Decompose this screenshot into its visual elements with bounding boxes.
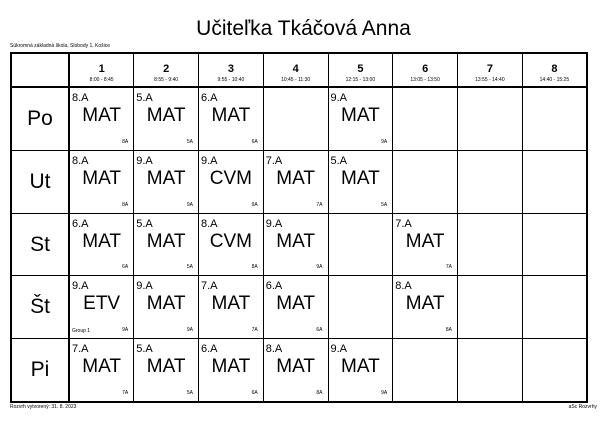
empty-cell — [393, 87, 458, 151]
class-label: 8.A — [72, 92, 89, 104]
empty-cell — [522, 151, 587, 214]
lesson-cell[interactable] — [393, 276, 458, 339]
period-time: 8:55 - 9:40 — [154, 77, 179, 83]
period-number: 7 — [486, 63, 493, 75]
room-label: 7A — [122, 390, 129, 396]
period-header — [199, 53, 264, 87]
class-label: 9.A — [136, 155, 153, 168]
day-label: St — [11, 213, 69, 276]
subject-label: MAT — [82, 168, 121, 190]
lesson-cell[interactable] — [263, 213, 328, 276]
lesson-cell[interactable] — [69, 338, 134, 402]
lesson-cell[interactable] — [134, 338, 199, 402]
software-credit: aSc Rozvrhy — [568, 404, 597, 410]
lesson-cell[interactable] — [199, 276, 264, 339]
subject-label: MAT — [341, 355, 380, 377]
class-label: 9.A — [265, 217, 283, 230]
class-label: 9.A — [330, 92, 348, 104]
lesson-cell[interactable] — [134, 151, 199, 214]
subject-label: MAT — [146, 168, 186, 190]
subject-label: MAT — [405, 230, 445, 252]
lesson-cell[interactable] — [69, 151, 134, 214]
room-label: 8A — [445, 326, 452, 333]
room-label: 7A — [316, 201, 323, 208]
class-label: 6.A — [265, 280, 283, 293]
empty-cell — [328, 276, 393, 339]
class-label: 8.A — [201, 217, 218, 230]
period-number: 2 — [163, 63, 170, 75]
lesson-cell[interactable] — [199, 151, 264, 214]
period-header — [134, 53, 199, 87]
period-number: 4 — [292, 63, 299, 75]
subject-label: MAT — [276, 355, 315, 377]
lesson-cell[interactable] — [328, 151, 393, 214]
empty-cell — [458, 338, 523, 402]
empty-cell — [522, 213, 587, 276]
period-header — [69, 53, 134, 87]
room-label: 9A — [381, 390, 388, 396]
class-label: 5.A — [136, 92, 153, 104]
period-header — [328, 53, 393, 87]
lesson-cell[interactable] — [69, 87, 134, 151]
room-label: 9A — [186, 201, 193, 208]
subject-label: ETV — [83, 293, 121, 315]
lesson-cell[interactable] — [393, 213, 458, 276]
class-label: 9.A — [136, 280, 153, 293]
lesson-cell[interactable] — [328, 87, 393, 151]
period-time: 9:55 - 10:40 — [217, 77, 245, 83]
period-number: 6 — [422, 63, 429, 75]
period-time: 13:05 - 13:50 — [410, 77, 440, 83]
subject-label: MAT — [341, 168, 380, 190]
period-header — [522, 53, 587, 87]
room-label: 8A — [251, 264, 258, 271]
room-label: 8A — [122, 201, 129, 208]
room-label: 6A — [251, 390, 258, 396]
period-header — [393, 53, 458, 87]
period-number: 3 — [227, 63, 234, 75]
empty-cell — [458, 276, 523, 339]
empty-cell — [522, 87, 587, 151]
room-label: 9A — [186, 326, 193, 333]
empty-cell — [393, 151, 458, 214]
lesson-cell[interactable] — [263, 276, 328, 339]
subject-label: MAT — [276, 168, 315, 190]
class-label: 9.A — [201, 155, 218, 168]
class-label: 7.A — [201, 280, 218, 293]
period-time: 12:15 - 13:00 — [345, 77, 376, 83]
room-label: 7A — [251, 326, 258, 333]
lesson-cell[interactable] — [199, 87, 264, 151]
room-label: 9A — [316, 264, 323, 271]
empty-cell — [263, 87, 328, 151]
subject-label: MAT — [211, 105, 251, 126]
room-label: 5A — [381, 201, 388, 208]
day-label: Po — [11, 87, 69, 151]
class-label: 6.A — [72, 217, 89, 230]
lesson-cell[interactable] — [199, 338, 264, 402]
class-label: 6.A — [201, 342, 218, 355]
room-label: 9A — [122, 326, 129, 333]
class-label: 8.A — [72, 155, 89, 168]
group-label: Group 1 — [72, 327, 91, 334]
lesson-cell[interactable] — [134, 276, 199, 339]
period-time: 10:45 - 11:30 — [281, 77, 311, 83]
class-label: 9.A — [330, 342, 348, 355]
subject-label: MAT — [146, 230, 186, 252]
room-label: 6A — [251, 139, 258, 146]
class-label: 7.A — [395, 217, 412, 230]
room-label: 5A — [186, 390, 193, 396]
subject-label: MAT — [82, 105, 121, 126]
day-row — [11, 338, 587, 402]
day-label: Št — [11, 276, 69, 339]
lesson-cell[interactable] — [134, 213, 199, 276]
room-label: 9A — [251, 201, 258, 208]
lesson-cell[interactable] — [263, 151, 328, 214]
class-label: 5.A — [330, 155, 348, 168]
header-corner — [11, 53, 69, 87]
created-date: Rozvrh vytvorený: 31. 8. 2023 — [10, 404, 77, 410]
class-label: 5.A — [136, 342, 153, 355]
class-label: 7.A — [72, 342, 89, 355]
room-label: 8A — [122, 139, 129, 146]
class-label: 6.A — [201, 92, 218, 104]
day-row — [11, 151, 587, 214]
room-label: 6A — [316, 326, 323, 333]
timetable — [10, 52, 588, 403]
day-row — [11, 213, 587, 276]
subject-label: MAT — [405, 293, 445, 315]
subject-label: MAT — [146, 293, 186, 315]
school-name: Súkromná základná škola, Slobody 1, Košice — [10, 43, 111, 49]
day-row — [11, 276, 587, 339]
empty-cell — [328, 213, 393, 276]
class-label: 5.A — [136, 217, 153, 230]
lesson-cell[interactable] — [69, 213, 134, 276]
room-label: 9A — [381, 139, 388, 146]
subject-label: MAT — [211, 355, 251, 377]
lesson-cell[interactable] — [199, 213, 264, 276]
period-header-row — [11, 53, 587, 87]
room-label: 6A — [122, 264, 129, 271]
empty-cell — [458, 151, 523, 214]
period-header — [458, 53, 523, 87]
empty-cell — [522, 276, 587, 339]
subject-label: CVM — [209, 168, 252, 190]
empty-cell — [458, 87, 523, 151]
subject-label: MAT — [276, 293, 315, 315]
empty-cell — [522, 338, 587, 402]
lesson-cell[interactable] — [263, 338, 328, 402]
period-time: 8:00 - 8:45 — [89, 77, 114, 83]
day-row — [11, 87, 587, 151]
subject-label: MAT — [211, 293, 251, 315]
room-label: 5A — [186, 139, 193, 146]
period-header — [263, 53, 328, 87]
room-label: 7A — [445, 264, 452, 271]
subject-label: MAT — [146, 355, 186, 377]
class-label: 9.A — [72, 280, 89, 293]
room-label: 8A — [316, 390, 323, 396]
lesson-cell[interactable] — [134, 87, 199, 151]
day-label: Ut — [11, 151, 69, 214]
class-label: 8.A — [265, 342, 283, 355]
empty-cell — [393, 338, 458, 402]
subject-label: CVM — [209, 230, 252, 252]
day-label: Pi — [11, 338, 69, 402]
page-title: Učiteľka Tkáčová Anna — [196, 17, 411, 40]
class-label: 7.A — [265, 155, 283, 168]
period-time: 14:40 - 15:25 — [539, 77, 570, 83]
class-label: 8.A — [395, 280, 412, 293]
room-label: 5A — [186, 264, 193, 271]
subject-label: MAT — [82, 230, 121, 252]
subject-label: MAT — [276, 230, 315, 252]
period-number: 5 — [357, 63, 364, 75]
lesson-cell[interactable] — [328, 338, 393, 402]
subject-label: MAT — [341, 105, 380, 126]
subject-label: MAT — [146, 105, 186, 126]
empty-cell — [458, 213, 523, 276]
subject-label: MAT — [82, 355, 121, 377]
lesson-cell[interactable] — [69, 276, 134, 339]
period-number: 8 — [551, 63, 558, 75]
period-time: 13:55 - 14:40 — [475, 77, 505, 83]
period-number: 1 — [98, 63, 105, 75]
